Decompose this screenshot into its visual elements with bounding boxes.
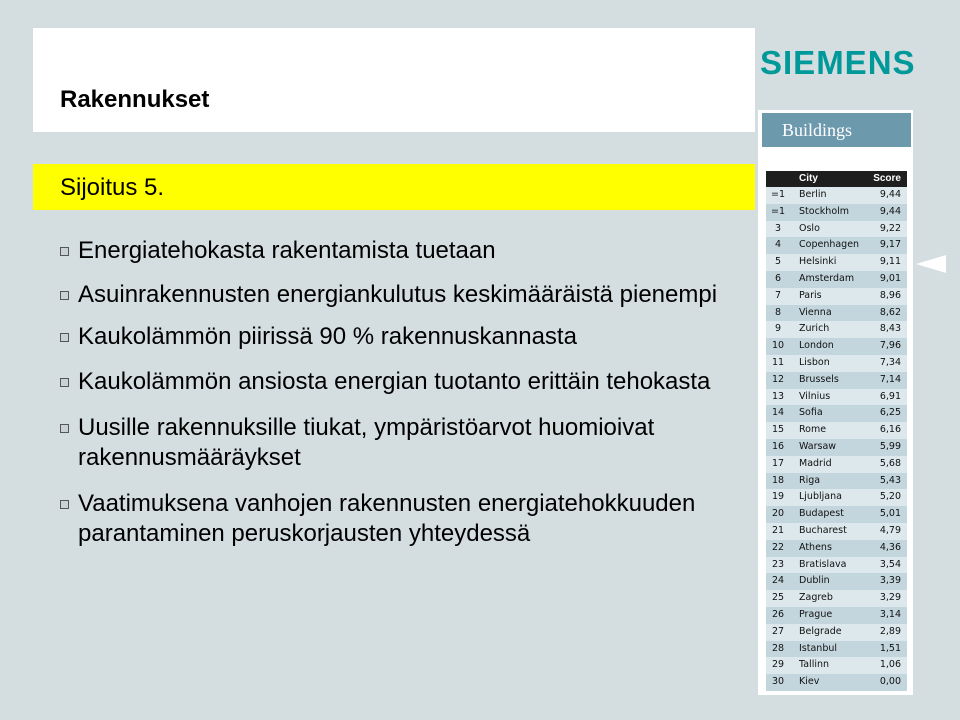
score-cell: 3,29 [879, 592, 901, 604]
city-cell: Budapest [799, 508, 844, 520]
score-cell: 3,54 [879, 558, 901, 570]
bullet-list [60, 236, 720, 549]
rank-cell: 17 [771, 457, 785, 469]
score-cell: 9,01 [879, 272, 901, 284]
city-cell: Vienna [799, 306, 832, 318]
city-cell: Oslo [799, 222, 820, 234]
city-cell: Helsinki [799, 256, 837, 268]
bullet-item [60, 489, 720, 549]
rank-cell: 18 [771, 474, 785, 486]
bullet-item [60, 236, 720, 266]
title-area [33, 28, 755, 132]
score-cell: 8,62 [879, 306, 901, 318]
rank-cell: 25 [771, 592, 785, 604]
table-row [766, 305, 907, 322]
city-cell: London [799, 340, 834, 352]
table-row [766, 187, 907, 204]
bullet-square-icon [60, 291, 69, 300]
rank-cell: 29 [771, 659, 785, 671]
table-row [766, 641, 907, 658]
score-cell: 9,17 [879, 239, 901, 251]
city-cell: Amsterdam [799, 272, 855, 284]
ranking-rows [766, 187, 907, 691]
rank-cell: 16 [771, 440, 785, 452]
score-cell: 6,25 [879, 407, 901, 419]
bullet-square-icon [60, 424, 69, 433]
rank-cell: 26 [771, 608, 785, 620]
city-cell: Brussels [799, 373, 839, 385]
bullet-square-icon [60, 378, 69, 387]
table-row [766, 321, 907, 338]
bullet-item [60, 413, 720, 473]
rank-cell: 21 [771, 524, 785, 536]
table-row [766, 355, 907, 372]
rank-cell: 23 [771, 558, 785, 570]
score-cell: 7,14 [879, 373, 901, 385]
siemens-logo: SIEMENS [760, 44, 916, 81]
rank-cell: 7 [774, 289, 782, 301]
column-score: Score [873, 173, 901, 184]
rank-cell: 10 [771, 340, 785, 352]
score-cell: 1,51 [879, 642, 901, 654]
score-cell: 0,00 [879, 676, 901, 688]
table-row [766, 439, 907, 456]
score-cell: 6,91 [879, 390, 901, 402]
rank-cell: 8 [774, 306, 782, 318]
table-row [766, 590, 907, 607]
ranking-header: Buildings [762, 113, 911, 147]
rank-cell: 12 [771, 373, 785, 385]
column-city: City [799, 173, 818, 184]
table-row [766, 288, 907, 305]
bullet-item [60, 322, 720, 352]
score-cell: 3,14 [879, 608, 901, 620]
bullet-text: Vaatimuksena vanhojen rakennusten energiatehokkuuden parantaminen peruskorjausten yhteydessä [78, 490, 696, 547]
rank-cell: 6 [774, 272, 782, 284]
city-cell: Belgrade [799, 625, 842, 637]
score-cell: 9,44 [879, 189, 901, 200]
table-row [766, 607, 907, 624]
city-cell: Vilnius [799, 390, 831, 402]
rank-cell: 4 [774, 239, 782, 251]
table-row [766, 506, 907, 523]
bullet-square-icon [60, 333, 69, 342]
bullet-text: Kaukolämmön piirissä 90 % rakennuskannasta [78, 323, 577, 350]
city-cell: Zagreb [799, 592, 833, 604]
city-cell: Zurich [799, 323, 830, 335]
score-cell: 9,44 [879, 205, 901, 217]
bullet-text: Kaukolämmön ansiosta energian tuotanto erittäin tehokasta [78, 368, 711, 395]
rank-cell: 5 [774, 256, 782, 268]
table-row [766, 422, 907, 439]
rank-cell: 15 [771, 424, 785, 436]
table-row [766, 657, 907, 674]
score-cell: 9,11 [879, 256, 901, 268]
city-cell: Madrid [799, 457, 832, 469]
bullet-item [60, 280, 720, 310]
city-cell: Warsaw [799, 440, 837, 452]
rank-cell: 24 [771, 575, 785, 587]
table-row [766, 405, 907, 422]
slide-subtitle: Sijoitus 5. [60, 174, 165, 201]
score-cell: 5,99 [879, 440, 901, 452]
arrow-pointer-icon [916, 255, 946, 273]
table-row [766, 372, 907, 389]
city-cell: Lisbon [799, 356, 830, 368]
table-row [766, 204, 907, 221]
city-cell: Kiev [799, 676, 820, 688]
table-row [766, 389, 907, 406]
rank-cell: 9 [774, 323, 782, 335]
city-cell: Dublin [799, 575, 830, 587]
bullet-square-icon [60, 500, 69, 509]
bullet-square-icon [60, 247, 69, 256]
rank-cell: 22 [771, 541, 785, 553]
rank-cell: 30 [771, 676, 785, 688]
ranking-column-headers [766, 171, 907, 187]
table-row [766, 271, 907, 288]
table-row [766, 221, 907, 238]
table-row [766, 237, 907, 254]
city-cell: Paris [799, 289, 822, 301]
city-cell: Istanbul [799, 642, 838, 654]
city-cell: Rome [799, 424, 827, 436]
city-cell: Ljubljana [799, 491, 842, 503]
score-cell: 3,39 [879, 575, 901, 587]
city-cell: Bucharest [799, 524, 847, 536]
score-cell: 2,89 [879, 625, 901, 637]
score-cell: 4,79 [879, 524, 901, 536]
rank-cell: 14 [771, 407, 785, 419]
city-cell: Riga [799, 474, 821, 486]
bullet-text: Uusille rakennuksille tiukat, ympäristöarvot huomioivat rakennusmääräykset [78, 414, 655, 471]
score-cell: 8,96 [879, 289, 901, 301]
city-cell: Sofia [799, 407, 823, 419]
rank-cell: =1 [770, 189, 785, 200]
score-cell: 7,34 [879, 356, 901, 368]
score-cell: 5,43 [879, 474, 901, 486]
city-cell: Berlin [799, 189, 827, 200]
bullet-text: Asuinrakennusten energiankulutus keskimääräistä pienempi [78, 281, 718, 308]
score-cell: 6,16 [879, 424, 901, 436]
score-cell: 1,06 [879, 659, 901, 671]
score-cell: 5,68 [879, 457, 901, 469]
rank-cell: 11 [771, 356, 785, 368]
rank-cell: 3 [774, 222, 782, 234]
table-row [766, 473, 907, 490]
score-cell: 7,96 [879, 340, 901, 352]
rank-cell: 28 [771, 642, 785, 654]
city-cell: Bratislava [799, 558, 847, 570]
score-cell: 5,01 [879, 508, 901, 520]
city-cell: Prague [799, 608, 833, 620]
table-row [766, 456, 907, 473]
table-row [766, 489, 907, 506]
rank-cell: 13 [771, 390, 785, 402]
city-cell: Athens [799, 541, 832, 553]
table-row [766, 254, 907, 271]
city-cell: Tallinn [799, 659, 830, 671]
score-cell: 8,43 [879, 323, 901, 335]
score-cell: 5,20 [879, 491, 901, 503]
score-cell: 9,22 [879, 222, 901, 234]
slide-title: Rakennukset [60, 86, 210, 113]
rank-cell: 20 [771, 508, 785, 520]
score-cell: 4,36 [879, 541, 901, 553]
table-row [766, 523, 907, 540]
bullet-text: Energiatehokasta rakentamista tuetaan [78, 237, 496, 264]
city-cell: Copenhagen [799, 239, 860, 251]
table-row [766, 573, 907, 590]
rank-cell: 27 [771, 625, 785, 637]
rank-cell: 19 [771, 491, 785, 503]
bullet-item [60, 367, 720, 397]
table-row [766, 624, 907, 641]
table-row [766, 338, 907, 355]
rank-cell: =1 [770, 205, 785, 217]
table-row [766, 557, 907, 574]
table-row [766, 540, 907, 557]
city-cell: Stockholm [799, 205, 850, 217]
table-row [766, 674, 907, 691]
